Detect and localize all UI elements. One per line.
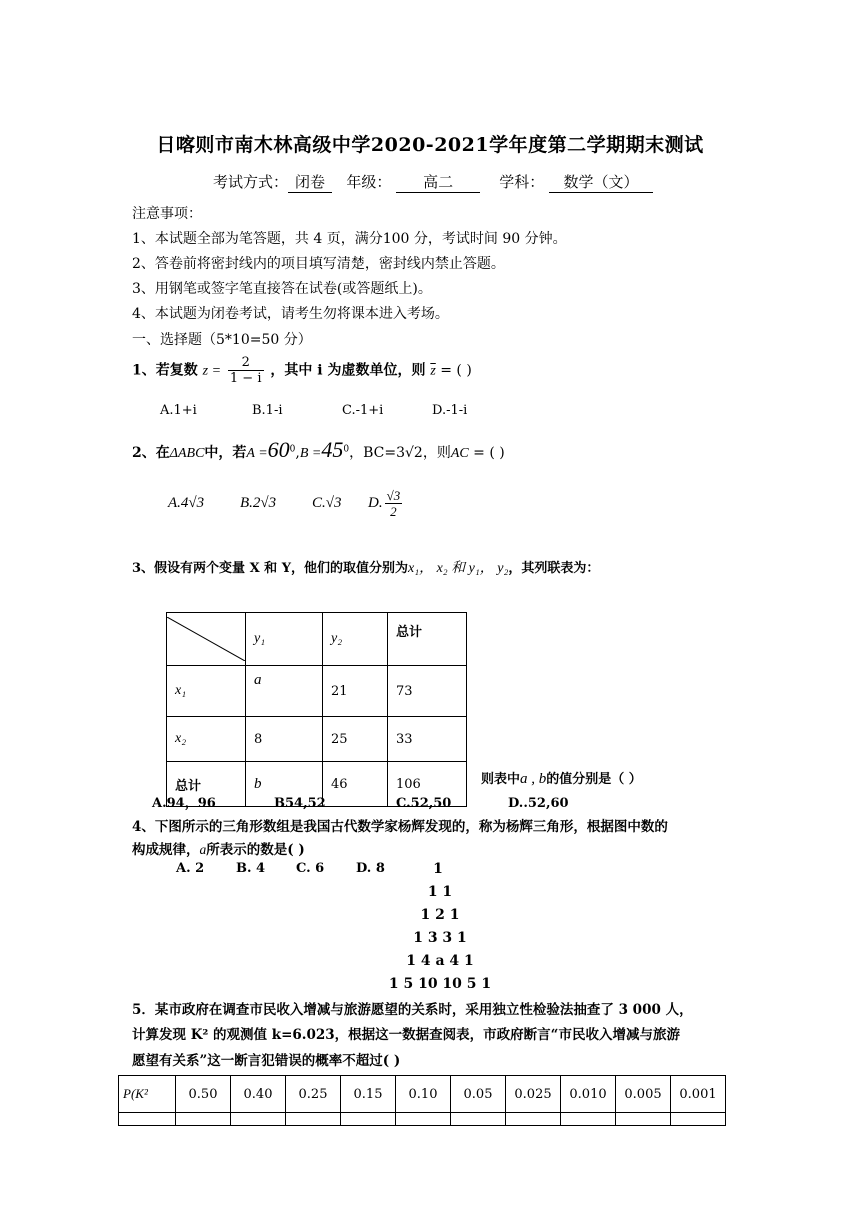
table-cell: 0.25 [286,1076,341,1113]
option-d: D. [368,494,383,511]
table-cell [506,1113,561,1126]
contingency-table [166,612,467,807]
table-row [119,1113,726,1126]
table-row: x₂ 8 25 33 [167,717,467,762]
subject-label: 学科： [499,173,545,191]
table-cell [396,1113,451,1126]
question-4-line2: 构成规律，a所表示的数是( ) [132,842,305,858]
question-4-line1: 4、下图所示的三角形数组是我国古代数学家杨辉发现的，称为杨辉三角形，根据图中数的 [132,819,668,835]
question-1: 1、若复数 z = $\frac{2}{1 - i}$ ，其中 i 为虚数单位，则 $\overline{z}$ = ( ) [132,355,472,386]
table-cell: 0.50 [176,1076,231,1113]
q1-options [160,403,467,418]
option-c: C.√3 [312,494,342,511]
q4-options [176,861,385,876]
table-row: y₁ y₂ 总计 [167,613,467,666]
triangle-row: 1 1 [427,884,453,900]
mode-label: 考试方式： [213,173,289,191]
table-header-cell: P(K² [119,1076,176,1113]
table-row: 总计 b 46 106 [167,762,467,807]
option-b: B54,52 [274,796,326,811]
table-cell: 0.010 [561,1076,616,1113]
table-cell [341,1113,396,1126]
notes-heading: 注意事项： [132,206,202,222]
section-heading: 一、选择题（5*10=50 分） [132,332,312,348]
triangle-row: 1 5 10 10 5 1 [388,976,492,992]
triangle-row: 1 3 3 1 [413,930,467,946]
table-cell [231,1113,286,1126]
option-c: C.-1+i [342,403,384,418]
q3-question: 则表中a , b的值分别是（ ） [481,771,642,787]
table-row: x₁ a 21 73 [167,666,467,717]
option-b: B. 4 [236,861,266,876]
probability-table [118,1075,726,1126]
triangle-row: 1 [433,861,443,877]
exam-meta [213,171,653,193]
grade-value: 高二 [396,171,480,193]
diagonal-cell [167,613,246,666]
option-d: D. 8 [356,861,385,876]
table-cell [286,1113,341,1126]
note-item: 4、本试题为闭卷考试，请考生勿将课本进入考场。 [132,306,449,322]
table-cell [451,1113,506,1126]
option-d: D..52,60 [508,796,569,811]
question-5-line2: 计算发现 K² 的观测值 k=6.023，根据这一数据查阅表，市政府断言“市民收入增减与旅游 [132,1027,680,1043]
question-5-line1: 5．某市政府在调查市民收入增减与旅游愿望的关系时，采用独立性检验法抽查了 3 000 人， [132,1002,693,1018]
option-c: C.52,50 [396,796,452,811]
table-cell: 0.025 [506,1076,561,1113]
option-a: A.94，96 [152,796,216,811]
table-cell: 0.05 [451,1076,506,1113]
option-c: C. 6 [296,861,325,876]
table-cell [561,1113,616,1126]
table-row [119,1076,726,1113]
table-cell: 0.10 [396,1076,451,1113]
question-2: 2、在ΔABC中，若$A =60^0,B =45^0$，BC=3√2，则AC = ( ) [132,437,505,462]
option-b: B.2√3 [240,494,277,511]
table-cell: 0.15 [341,1076,396,1113]
table-cell [616,1113,671,1126]
diagonal-line [167,617,245,661]
table-cell: 0.005 [616,1076,671,1113]
question-3: 3、假设有两个变量 X 和 Y，他们的取值分别为x₁， x₂ 和 y₁， y₂，其列联表为： [132,561,600,576]
table-cell [119,1113,176,1126]
note-item: 3、用钢笔或签字笔直接答在试卷(或答题纸上)。 [132,281,432,297]
q2-options [168,488,404,519]
option-a: A.1+i [160,403,197,418]
option-d: D.-1-i [432,403,468,418]
fraction: $\frac{2}{1 - i}$ [229,355,262,386]
table-cell: 0.40 [231,1076,286,1113]
option-b: B.1-i [252,403,283,418]
note-item: 2、答卷前将密封线内的项目填写清楚，密封线内禁止答题。 [132,256,505,272]
option-a: A. 2 [176,861,205,876]
triangle-row: 1 4 a 4 1 [406,953,474,969]
triangle-row: 1 2 1 [420,907,460,923]
q3-options [152,792,569,811]
grade-label: 年级： [346,173,392,191]
subject-value: 数学（文） [549,171,653,193]
question-5-line3: 愿望有关系”这一断言犯错误的概率不超过( ) [132,1053,401,1069]
table-cell [671,1113,726,1126]
table-cell: 0.001 [671,1076,726,1113]
table-cell [176,1113,231,1126]
note-item: 1、本试题全部为笔答题，共 4 页，满分100 分，考试时间 90 分钟。 [132,231,567,247]
page-title: 日喀则市南木林高级中学2020-2021学年度第二学期期末测试 [156,134,704,156]
option-a: A.4√3 [168,494,205,511]
mode-value: 闭卷 [288,171,332,193]
fraction: $\frac{√3}{2}$ [386,488,401,519]
